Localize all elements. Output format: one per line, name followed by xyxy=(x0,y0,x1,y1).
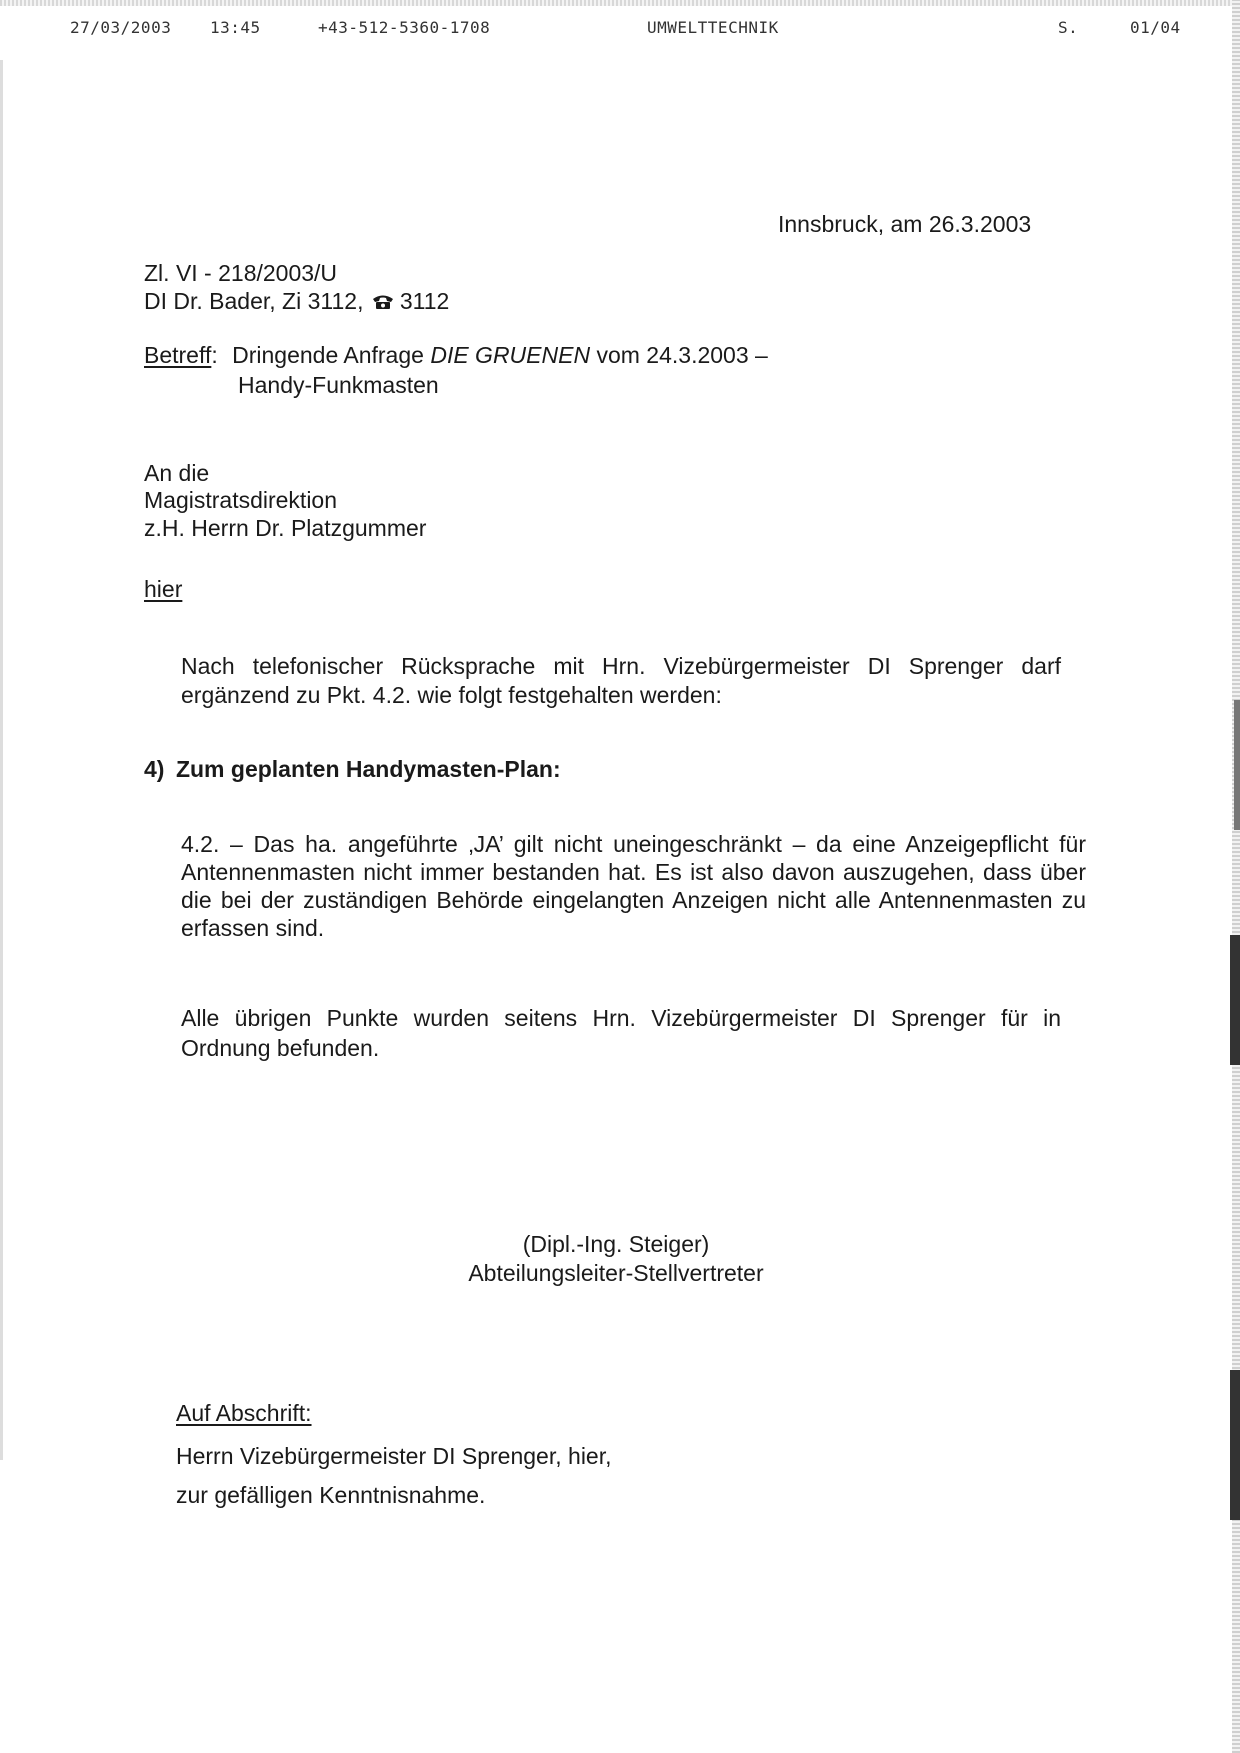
copy-note: zur gefälligen Kenntnisnahme. xyxy=(176,1482,486,1508)
signatory-name: (Dipl.-Ing. Steiger) xyxy=(522,1231,710,1257)
closing-paragraph: Alle übrigen Punkte wurden seitens Hrn. Vizebürgermeister DI Sprenger für in Ordnung befunden. xyxy=(181,1005,1061,1061)
fax-page-label: S. xyxy=(1058,18,1079,37)
fax-department: UMWELTTECHNIK xyxy=(647,18,779,37)
contact-line xyxy=(144,288,449,315)
telephone-icon xyxy=(372,293,394,309)
location-word: hier xyxy=(144,576,183,602)
section-heading: 4) Zum geplanten Handymasten-Plan: xyxy=(144,756,561,782)
subject-line xyxy=(144,342,768,369)
fax-time: 13:45 xyxy=(210,18,261,37)
subject-prefix: Dringende Anfrage xyxy=(232,342,424,368)
contact-phone: 3112 xyxy=(399,288,450,314)
signatory-title: Abteilungsleiter-Stellvertreter xyxy=(468,1260,764,1286)
contact-text: DI Dr. Bader, Zi 3112, xyxy=(144,288,370,314)
recipient-line-2: Magistratsdirektion xyxy=(144,487,338,513)
fax-phone: +43-512-5360-1708 xyxy=(318,18,491,37)
intro-paragraph: Nach telefonischer Rücksprache mit Hrn. Vizebürgermeister DI Sprenger darf ergänzend zu Pkt. 4.2. wie folgt festgehalten werden: xyxy=(181,653,1061,708)
scan-mark xyxy=(1230,1370,1240,1520)
fax-page-number: 01/04 xyxy=(1130,18,1181,37)
scan-mark xyxy=(1234,700,1240,830)
subject-line-2: Handy-Funkmasten xyxy=(238,372,439,398)
subject-colon: : xyxy=(211,342,218,368)
reference-number: Zl. VI - 218/2003/U xyxy=(144,260,338,286)
fax-date: 27/03/2003 xyxy=(70,18,172,37)
subject-label: Betreff xyxy=(144,342,212,368)
recipient-line-3: z.H. Herrn Dr. Platzgummer xyxy=(144,515,427,541)
subject-party: DIE GRUENEN xyxy=(430,342,591,368)
point-paragraph: 4.2. – Das ha. angeführte ‚JA’ gilt nicht uneingeschränkt – da eine Anzeigepflicht für Antennenmasten nicht immer bestanden hat. Es ist also davon auszugehen, dass über die bei der zuständigen Behörde eingelangten Anzeigen nicht alle Antennenmasten zu erfassen sind. xyxy=(181,831,1086,941)
subject-suffix: vom 24.3.2003 – xyxy=(596,342,768,368)
copy-recipient: Herrn Vizebürgermeister DI Sprenger, hier, xyxy=(176,1443,612,1469)
scan-mark xyxy=(1230,935,1240,1065)
scan-top-edge xyxy=(0,0,1240,6)
recipient-line-1: An die xyxy=(144,460,210,486)
place-date: Innsbruck, am 26.3.2003 xyxy=(778,211,1032,237)
copy-label: Auf Abschrift: xyxy=(176,1400,312,1426)
